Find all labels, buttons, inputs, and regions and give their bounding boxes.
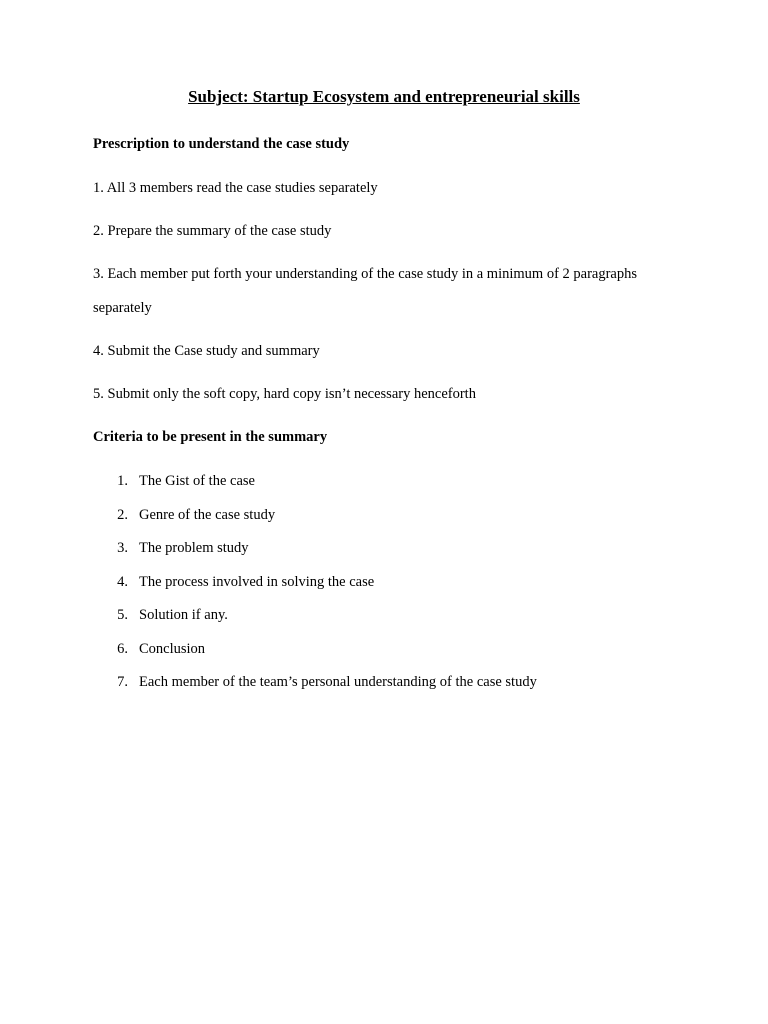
list-item-text: Each member of the team’s personal understanding of the case study <box>139 674 537 690</box>
instruction-paragraph: 4. Submit the Case study and summary <box>93 343 320 359</box>
list-item-number: 5. <box>117 607 128 623</box>
instruction-paragraph: 3. Each member put forth your understanding of the case study in a minimum of 2 paragraphs <box>93 266 638 282</box>
list-item-text: Conclusion <box>139 640 206 657</box>
list-item-number: 7. <box>117 674 128 690</box>
list-item-text: Solution if any. <box>139 607 228 623</box>
document-title: Subject: Startup Ecosystem and entrepreneurial skills <box>188 87 580 106</box>
list-item-text: The problem study <box>139 540 249 556</box>
list-item-number: 1. <box>117 473 128 489</box>
list-item-text: The process involved in solving the case <box>139 573 375 590</box>
list-item-text: Genre of the case study <box>139 506 276 523</box>
list-item-number: 2. <box>117 506 128 523</box>
section-heading-criteria: Criteria to be present in the summary <box>93 429 328 445</box>
instruction-paragraph-continuation: separately <box>93 300 152 316</box>
list-item-text: The Gist of the case <box>139 473 255 489</box>
instruction-paragraph: 1. All 3 members read the case studies separately <box>93 180 378 196</box>
section-heading-prescription: Prescription to understand the case study <box>93 136 350 152</box>
list-item-number: 4. <box>117 573 128 590</box>
list-item-number: 3. <box>117 540 128 556</box>
list-item-number: 6. <box>117 640 128 657</box>
instruction-paragraph: 5. Submit only the soft copy, hard copy isn’t necessary henceforth <box>93 386 476 402</box>
instruction-paragraph: 2. Prepare the summary of the case study <box>93 223 332 239</box>
